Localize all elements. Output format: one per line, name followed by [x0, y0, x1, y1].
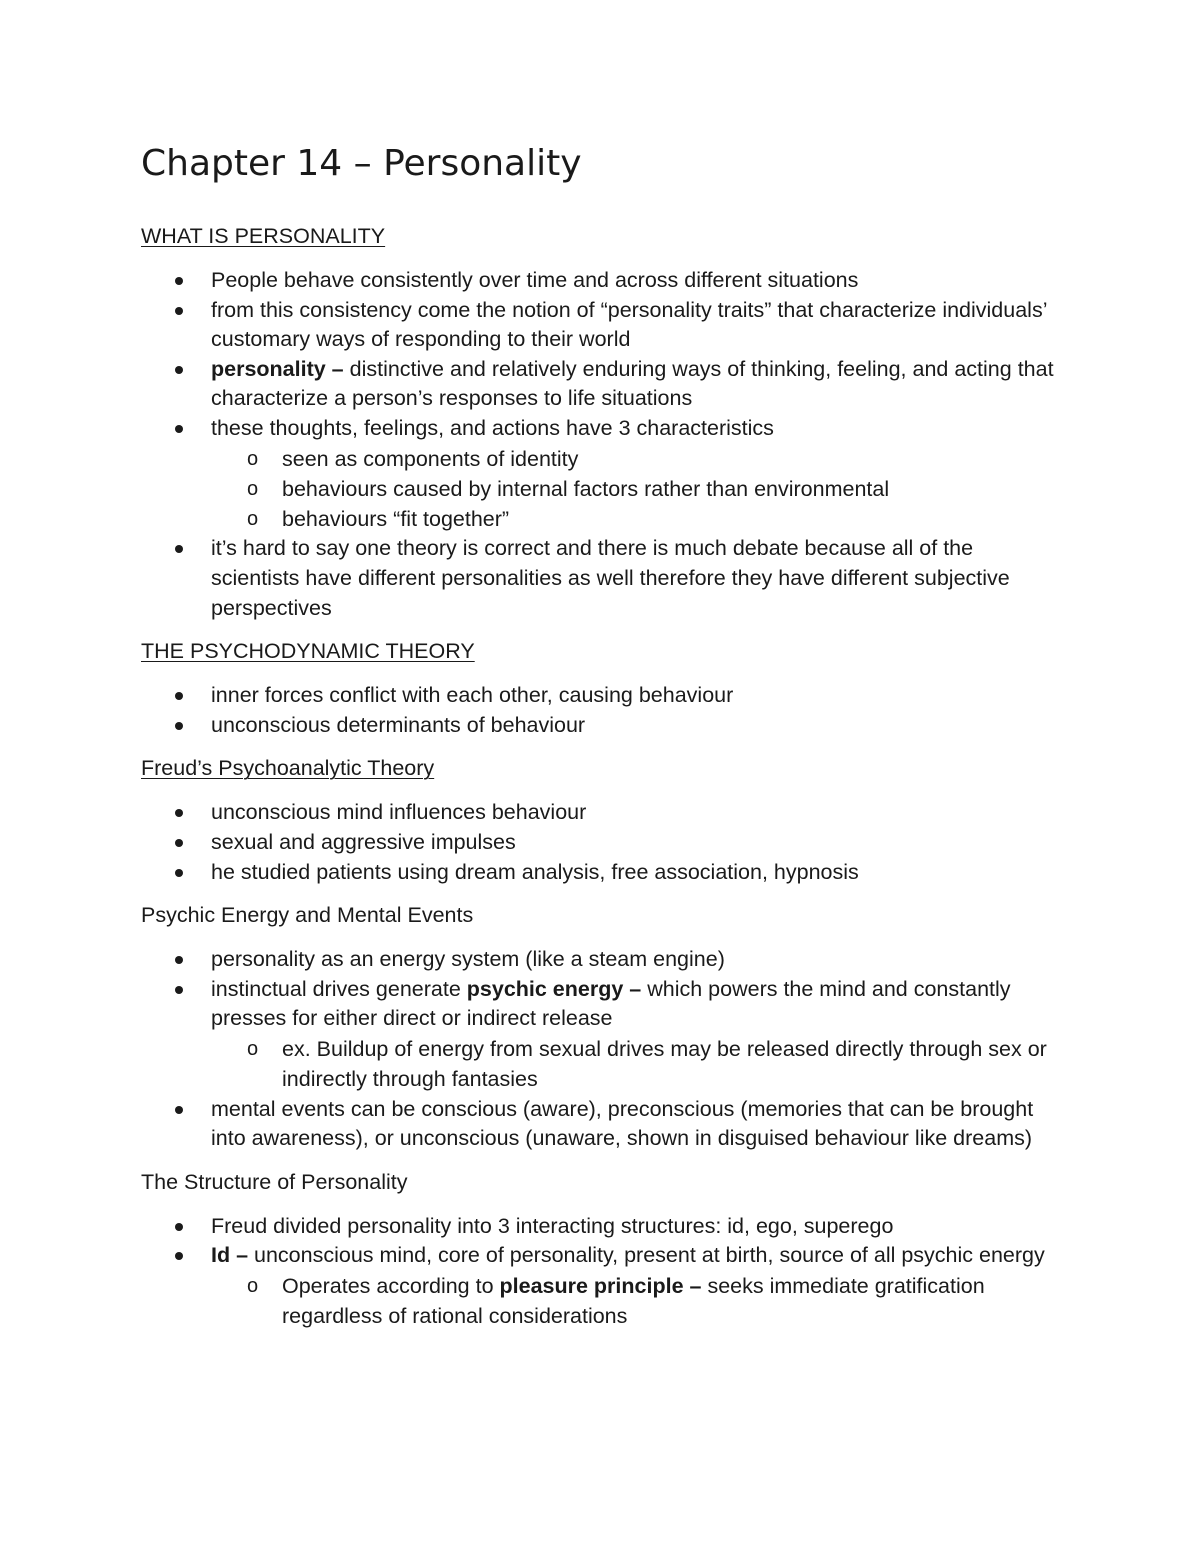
sub-list-characteristics [211, 444, 1061, 535]
section-heading-structure: The Structure of Personality [141, 1169, 408, 1194]
list-item: it’s hard to say one theory is correct and there is much debate because all of the scientists have different personalities as well therefore they have different subjective perspectives [141, 534, 1061, 623]
list-item: he studied patients using dream analysis, free association, hypnosis [141, 858, 1061, 888]
section-heading-what-is-personality: WHAT IS PERSONALITY [141, 224, 386, 248]
list-item: inner forces conflict with each other, causing behaviour [141, 681, 1061, 711]
sub-list-item: o seen as components of identity [211, 444, 1061, 474]
list-item: People behave consistently over time and across different situations [141, 266, 1061, 296]
term-pleasure-principle: pleasure principle – [499, 1273, 702, 1298]
term-personality: personality – [211, 356, 344, 381]
bullet-list-freud [141, 798, 1061, 887]
bullet-list-psychic-energy [141, 945, 1061, 1154]
definition-text: distinctive and relatively enduring ways of thinking, feeling, and acting that characterize a person’s responses to life situations [211, 356, 1054, 411]
sub-list-item: o behaviours “fit together” [211, 504, 1061, 534]
section-heading-freud: Freud’s Psychoanalytic Theory [141, 756, 435, 781]
list-item: unconscious determinants of behaviour [141, 711, 1061, 741]
list-item-text: instinctual drives generate [211, 976, 467, 1001]
sub-list-id [211, 1271, 1061, 1332]
list-item: personality as an energy system (like a steam engine) [141, 945, 1061, 975]
list-item [141, 1241, 1061, 1331]
term-id: Id – [211, 1243, 249, 1268]
section-heading-psychic-energy: Psychic Energy and Mental Events [141, 903, 474, 928]
list-item [141, 975, 1061, 1095]
list-item: Freud divided personality into 3 interacting structures: id, ego, superego [141, 1212, 1061, 1242]
list-item: sexual and aggressive impulses [141, 828, 1061, 858]
list-item: from this consistency come the notion of “personality traits” that characterize individuals’ customary ways of responding to their world [141, 296, 1061, 355]
definition-text: unconscious mind, core of personality, present at birth, source of all psychic energy [248, 1243, 1045, 1268]
sub-list-item: o ex. Buildup of energy from sexual drives may be released directly through sex or indirectly through fantasies [211, 1034, 1061, 1095]
list-item [141, 414, 1061, 534]
list-item: unconscious mind influences behaviour [141, 798, 1061, 828]
bullet-list-what-is-personality [141, 266, 1061, 623]
sub-list-item-text: Operates according to [282, 1273, 500, 1298]
list-item-text: these thoughts, feelings, and actions have 3 characteristics [211, 415, 774, 440]
sub-list-item: o behaviours caused by internal factors rather than environmental [211, 474, 1061, 504]
section-heading-psychodynamic: THE PSYCHODYNAMIC THEORY [141, 639, 475, 664]
sub-list-item [211, 1271, 1061, 1332]
document-page [141, 138, 1061, 1345]
sub-list-example [211, 1034, 1061, 1095]
bullet-list-psychodynamic [141, 681, 1061, 740]
definition-text: seeks immediate gratification regardless of rational considerations [282, 1273, 985, 1329]
term-psychic-energy: psychic energy – [466, 976, 642, 1001]
page-title: Chapter 14 – Personality [141, 143, 582, 184]
definition-text: which powers the mind and constantly presses for either direct or indirect release [211, 976, 1011, 1031]
list-item [141, 355, 1061, 414]
list-item: mental events can be conscious (aware), preconscious (memories that can be brought into awareness), or unconscious (unaware, shown in disguised behaviour like dreams) [141, 1095, 1061, 1154]
bullet-list-structure [141, 1212, 1061, 1332]
